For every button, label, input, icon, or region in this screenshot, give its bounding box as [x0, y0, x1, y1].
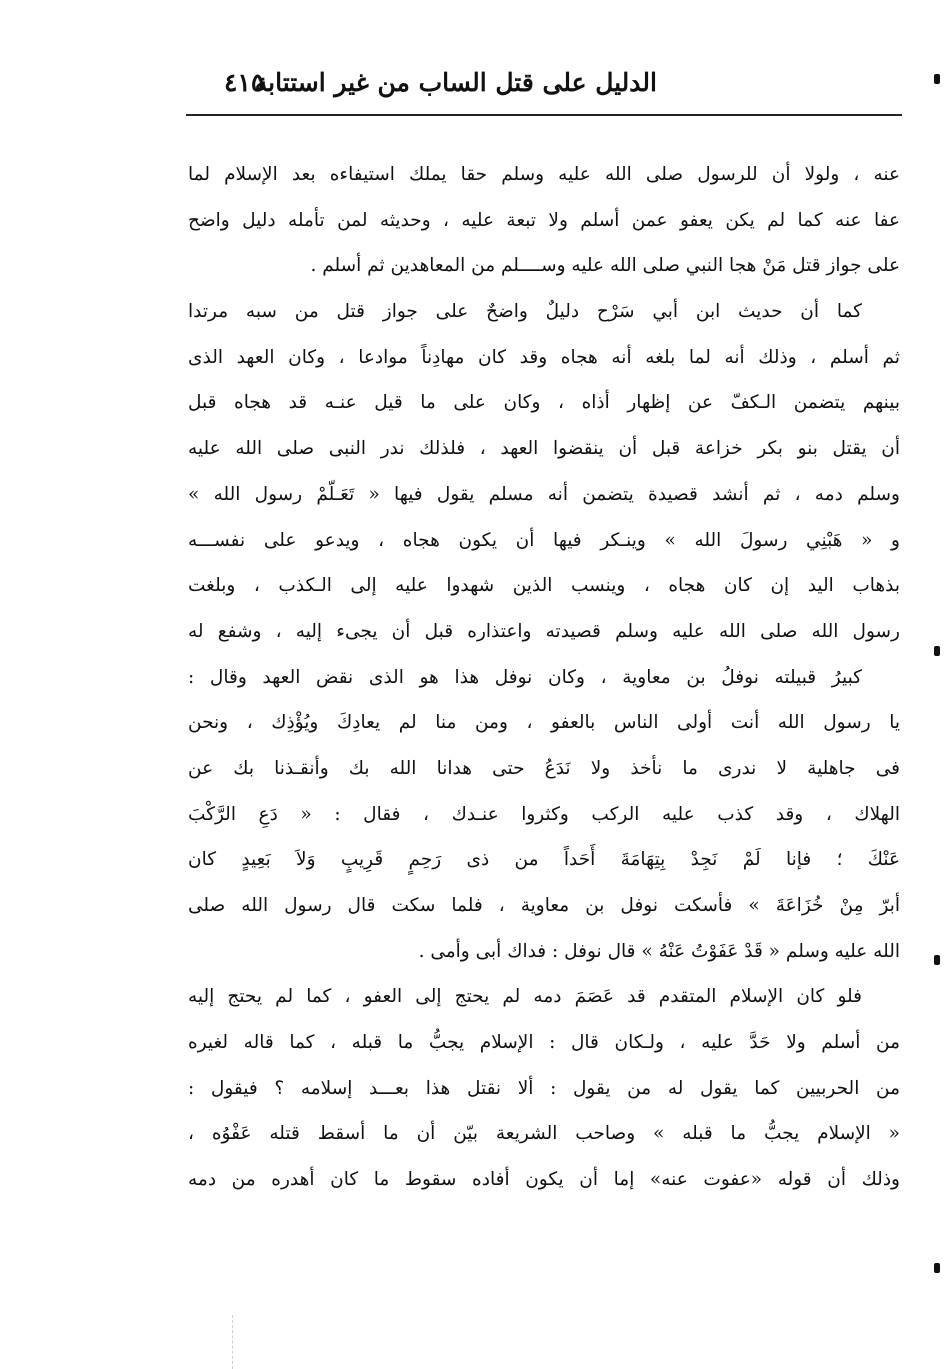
page-header: [188, 66, 902, 110]
text-line: فى جاهلية لا ندرى ما نأخذ ولا نَدَعُ حتى هدانا الله بك وأنقـذنا بك عن: [188, 757, 900, 779]
text-line: فلو كان الإسلام المتقدم قد عَصَمَ دمه لم يحتج إلى العفو ، كما لم يحتج إليه: [188, 986, 862, 1008]
text-line: ثم أسلم ، وذلك أنه لما بلغه أنه هجاه وقد كان مهادِناً موادعا ، وكان العهد الذى: [188, 346, 900, 368]
text-line: أبرّ مِنْ خُزَاعَةَ » فأسكت نوفل بن معاوية ، فلما سكت قال رسول الله صلى: [188, 895, 900, 916]
text-line: عفا عنه كما لم يكن يعفو عمن أسلم ولا تبعة عليه ، وحديثه لمن تأمله دليل واضح: [188, 209, 900, 231]
text-line: كبيرُ قبيلته نوفلُ بن معاوية ، وكان نوفل هذا هو الذى نقض العهد وقال :: [188, 666, 862, 688]
text-line: وسلم دمه ، ثم أنشد قصيدة يتضمن أنه مسلم يقول فيها « تَعَـلّمْ رسول الله »: [188, 483, 900, 505]
margin-mark: [934, 1263, 940, 1273]
text-line: و « هَبْنِي رسولَ الله » وينـكر فيها أن يكون هجاه ، ويدعو على نفســـه: [188, 529, 900, 551]
text-line: كما أن حديث ابن أبي سَرْح دليلٌ واضحٌ على جواز قتل من سبه مرتدا: [188, 301, 862, 323]
margin-mark: [934, 74, 940, 84]
text-line: بذهاب اليد إن كان هجاه ، وينسب الذين شهدوا عليه إلى الـكذب ، وبلغت: [188, 575, 900, 597]
page-fold-line: [232, 1315, 233, 1369]
text-line: أن يقتل بنو بكر خزاعة قبل أن ينقضوا العهد ، فلذلك ندر النبى صلى الله عليه: [188, 438, 900, 460]
text-line: « الإسلام يجبُّ ما قبله » وصاحب الشريعة بيّن أن ما أسقط قتله عَفْوُه ،: [188, 1123, 900, 1145]
text-line: بينهم يتضمن الـكفّ عن إظهار أذاه ، وكان على ما قيل عنـه قد هجاه قبل: [188, 392, 900, 414]
page-number: ٤١٥: [224, 68, 265, 97]
text-line: رسول الله صلى الله عليه وسلم قصيدته واعتذاره قبل أن يجىء إليه ، وشفع له: [188, 620, 900, 642]
text-line: عنه ، ولولا أن للرسول صلى الله عليه وسلم حقا يملك استيفاءه بعد الإسلام لما: [188, 164, 900, 185]
margin-mark: [934, 646, 940, 656]
text-line: الهلاك ، وقد كذب عليه الركب وكثروا عنـدك ، فقال : « دَعِ الرَّكْبَ: [188, 803, 900, 825]
text-line: على جواز قتل مَنْ هجا النبي صلى الله عليه وســــلم من المعاهدين ثم أسلم .: [310, 255, 900, 277]
text-line: عَنْكَ ؛ فإنا لَمْ نَجِدْ بِتِهَامَةَ أَحَداً من ذى رَحِمٍ قَرِيبٍ وَلاَ بَعِيدٍ كان: [188, 849, 900, 871]
running-title: الدليل على قتل الساب من غير استتابة: [254, 68, 657, 97]
text-line: الله عليه وسلم « قَدْ عَفَوْتُ عَنْهُ » قال نوفل : فداك أبى وأمى .: [418, 940, 900, 962]
header-rule: [186, 114, 902, 116]
margin-mark: [934, 955, 940, 965]
text-line: من الحربيين كما يقول له من يقول : ألا نقتل هذا بعـــد إسلامه ؟ فيقول :: [188, 1077, 900, 1099]
text-line: يا رسول الله أنت أولى الناس بالعفو ، ومن منا لم يعادِكَ ويُؤْذِك ، ونحن: [188, 712, 900, 734]
text-line: وذلك أن قوله «عفوت عنه» إما أن يكون أفاده سقوط ما كان أهدره من دمه: [188, 1169, 900, 1191]
text-line: من أسلم ولا حَدَّ عليه ، ولـكان قال : الإسلام يجبُّ ما قبله ، كما قاله لغيره: [188, 1032, 900, 1054]
body-text: [188, 152, 900, 1203]
